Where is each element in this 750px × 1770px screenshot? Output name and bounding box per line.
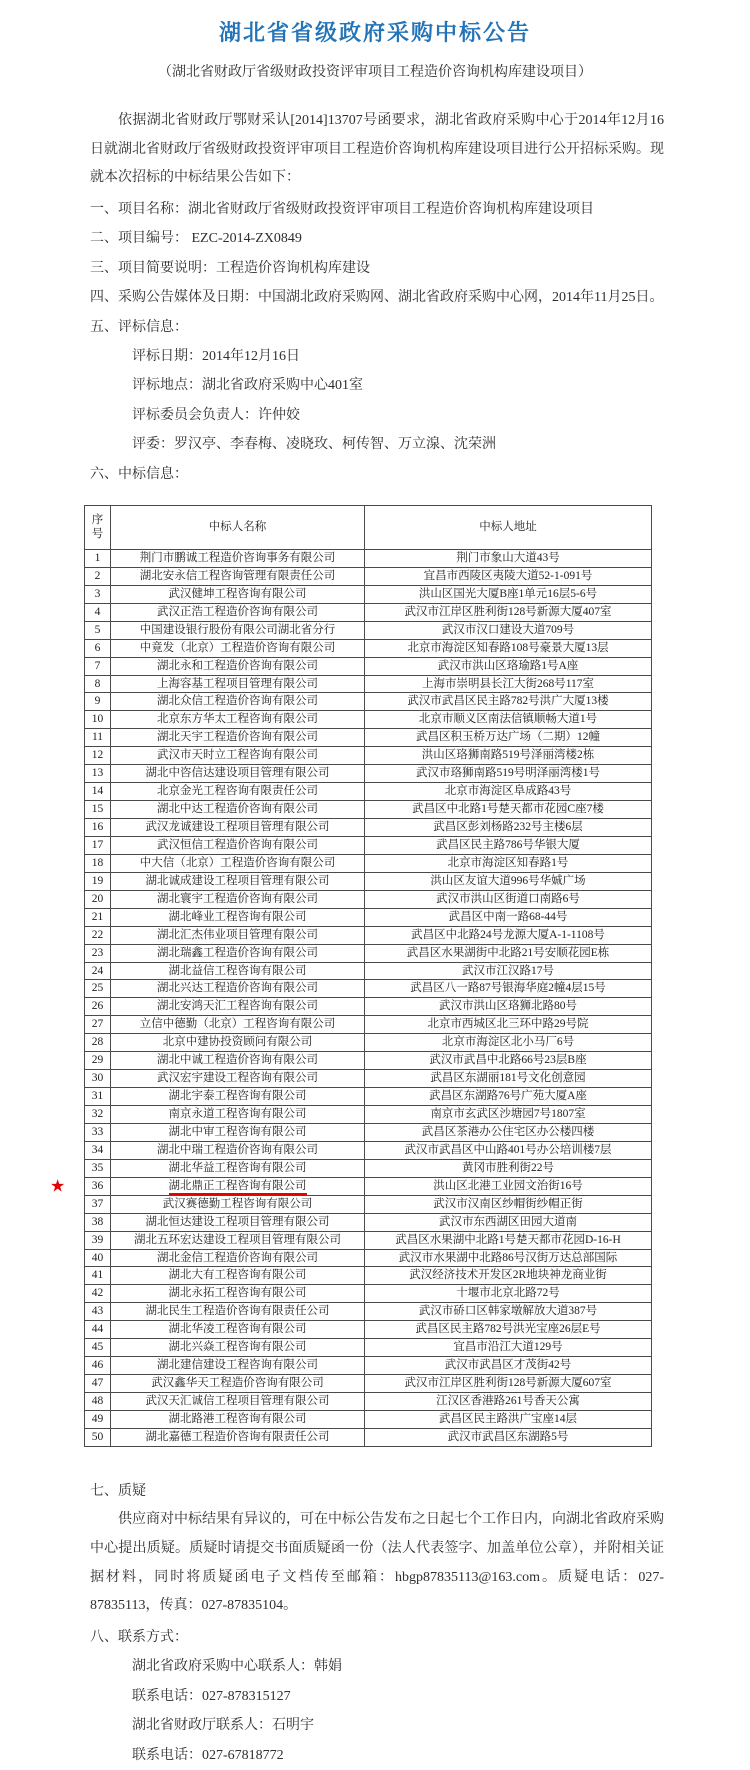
cell-no: 2: [85, 567, 111, 585]
cell-winner-name: [111, 890, 365, 908]
section-item: 二、项目编号： EZC-2014-ZX0849: [90, 231, 302, 247]
cell-winner-address: 武汉市武昌中北路66号23层B座: [365, 1052, 652, 1070]
column-header-address: 中标人地址: [365, 505, 652, 549]
cell-no: 13: [85, 765, 111, 783]
cell-winner-name: [111, 747, 365, 765]
cell-no: 6: [85, 639, 111, 657]
cell-winner-address: 武汉市水果湖中北路86号汉街万达总部国际: [365, 1249, 652, 1267]
cell-no: 43: [85, 1303, 111, 1321]
winner-name-text: 湖北永拓工程咨询有限公司: [168, 1287, 307, 1300]
cell-winner-address: 北京市海淀区阜成路43号: [365, 783, 652, 801]
table-row: [85, 765, 652, 783]
cell-winner-address: 武汉经济技术开发区2R地块神龙商业街: [365, 1267, 652, 1285]
winner-name-text: 湖北建信建设工程咨询有限公司: [157, 1359, 318, 1372]
cell-winner-name: [111, 944, 365, 962]
winner-name-text: 中竟发（北京）工程造价咨询有限公司: [139, 641, 336, 654]
cell-winner-address: 北京市海淀区北小马厂6号: [365, 1034, 652, 1052]
section8-heading: 八、联系方式：: [90, 1629, 188, 1645]
table-row: [85, 1410, 652, 1428]
table-row: [85, 729, 652, 747]
cell-winner-name: [111, 926, 365, 944]
cell-winner-name: [111, 549, 365, 567]
cell-no: 9: [85, 693, 111, 711]
cell-winner-name: [111, 1034, 365, 1052]
cell-winner-address: 武汉市江汉路17号: [365, 962, 652, 980]
cell-winner-address: 洪山区珞狮南路519号泽丽湾楼2栋: [365, 747, 652, 765]
section-subitem: 评标日期：2014年12月16日: [132, 349, 300, 365]
cell-no: 47: [85, 1375, 111, 1393]
cell-no: 38: [85, 1213, 111, 1231]
cell-winner-address: 洪山区国光大厦B座1单元16层5-6号: [365, 585, 652, 603]
table-row: [85, 801, 652, 819]
cell-no: 37: [85, 1195, 111, 1213]
winner-name-text: 武汉恒信工程造价咨询有限公司: [157, 838, 318, 851]
cell-no: 5: [85, 621, 111, 639]
table-row: [85, 1213, 652, 1231]
table-row: [85, 603, 652, 621]
table-row: [85, 567, 652, 585]
cell-winner-name: [111, 1159, 365, 1177]
winner-name-text: 湖北民生工程造价咨询有限责任公司: [145, 1305, 330, 1318]
cell-winner-name: [111, 1070, 365, 1088]
cell-no: 23: [85, 944, 111, 962]
cell-winner-name: [111, 1195, 365, 1213]
cell-no: 30: [85, 1070, 111, 1088]
cell-no: 45: [85, 1339, 111, 1357]
table-row: [85, 944, 652, 962]
cell-winner-address: 武昌区东湖丽181号文化创意园: [365, 1070, 652, 1088]
winner-name-text: 湖北安永信工程咨询管理有限责任公司: [139, 569, 336, 582]
cell-winner-address: 上海市崇明县长江大街268号117室: [365, 675, 652, 693]
contact-line: 湖北省财政厅联系人：石明宇: [132, 1718, 314, 1734]
cell-winner-name: [111, 1016, 365, 1034]
cell-winner-address: 武昌区积玉桥万达广场（二期）12幢: [365, 729, 652, 747]
winner-name-text: 湖北瑞鑫工程造价咨询有限公司: [157, 946, 318, 959]
cell-winner-address: 武汉市硚口区韩家墩解放大道387号: [365, 1303, 652, 1321]
table-row: [85, 980, 652, 998]
cell-winner-name: [111, 1177, 365, 1195]
cell-winner-name: [111, 1375, 365, 1393]
cell-no: 16: [85, 819, 111, 837]
cell-winner-name: [111, 1088, 365, 1106]
winner-name-text: 湖北路港工程咨询有限公司: [168, 1412, 307, 1425]
cell-winner-name: [111, 1123, 365, 1141]
cell-winner-address: 武昌区水果湖中北路1号楚天都市花园D-16-H: [365, 1231, 652, 1249]
table-header-row: [85, 505, 652, 549]
cell-no: 18: [85, 854, 111, 872]
winner-name-text: 湖北大有工程咨询有限公司: [168, 1269, 307, 1282]
cell-winner-address: 武汉市珞狮南路519号明泽丽湾楼1号: [365, 765, 652, 783]
table-row: [85, 1357, 652, 1375]
table-row: [85, 1267, 652, 1285]
table-row: [85, 1106, 652, 1124]
table-row: [85, 621, 652, 639]
section-item: 五、评标信息：: [90, 319, 188, 335]
cell-winner-name: [111, 819, 365, 837]
table-row: [85, 872, 652, 890]
winner-name-text: 湖北华凌工程咨询有限公司: [168, 1323, 307, 1336]
winner-name-text: 北京金光工程咨询有限责任公司: [157, 785, 318, 798]
cell-winner-address: 武汉市武昌区民主路782号洪广大厦13楼: [365, 693, 652, 711]
cell-winner-address: 武昌区彭刘杨路232号主楼6层: [365, 819, 652, 837]
cell-winner-name: [111, 980, 365, 998]
cell-no: 12: [85, 747, 111, 765]
cell-winner-name: [111, 1393, 365, 1411]
cell-winner-name: [111, 567, 365, 585]
cell-winner-name: [111, 1303, 365, 1321]
winner-name-text: 荆门市鹏诚工程造价咨询事务有限公司: [139, 551, 336, 564]
contact-line: 湖北省政府采购中心联系人：韩娟: [132, 1659, 342, 1675]
cell-winner-address: 武昌区东湖路76号广苑大厦A座: [365, 1088, 652, 1106]
table-row: [85, 836, 652, 854]
section-item: 四、采购公告媒体及日期：中国湖北政府采购网、湖北省政府采购中心网，2014年11月25日。: [90, 290, 664, 306]
winner-name-text: 湖北天宇工程造价咨询有限公司: [157, 731, 318, 744]
winner-name-text: 湖北永和工程造价咨询有限公司: [157, 659, 318, 672]
winner-name-text: 中国建设银行股份有限公司湖北省分行: [139, 623, 336, 636]
cell-winner-address: 武汉市江岸区胜利街128号新源大厦407室: [365, 603, 652, 621]
cell-winner-address: 武昌区水果湖街中北路21号安顺花园E栋: [365, 944, 652, 962]
section7-body: 供应商对中标结果有异议的，可在中标公告发布之日起七个工作日内，向湖北省政府采购中心提出质疑。质疑时请提交书面质疑函一份（法人代表签字、加盖单位公章），并附相关证据材料，同时将质疑函电子文档传至邮箱：hbgp87835113@163.com。质疑电话：027-87835113，传真：027-87835104。: [90, 1512, 664, 1614]
winner-name-text: 湖北五环宏达建设工程项目管理有限公司: [134, 1233, 341, 1246]
cell-winner-address: 武汉市武昌区才茂街42号: [365, 1357, 652, 1375]
cell-no: 36: [85, 1177, 111, 1195]
cell-no: 27: [85, 1016, 111, 1034]
winner-name-text: 北京东方华太工程咨询有限公司: [157, 713, 318, 726]
table-row: [85, 1123, 652, 1141]
cell-no: 48: [85, 1393, 111, 1411]
cell-winner-name: [111, 603, 365, 621]
table-row: [85, 711, 652, 729]
cell-no: 32: [85, 1106, 111, 1124]
cell-winner-address: 武昌区茶港办公住宅区办公楼四楼: [365, 1123, 652, 1141]
cell-winner-name: [111, 998, 365, 1016]
cell-winner-address: 宜昌市西陵区夷陵大道52-1-091号: [365, 567, 652, 585]
cell-winner-name: [111, 1267, 365, 1285]
cell-no: 8: [85, 675, 111, 693]
table-row: [85, 854, 652, 872]
winner-name-text: 中大信（北京）工程造价咨询有限公司: [139, 856, 336, 869]
winner-name-text: 武汉宏宇建设工程咨询有限公司: [157, 1072, 318, 1085]
section-subitem: 评标委员会负责人：许仲姣: [132, 407, 300, 423]
cell-winner-name: [111, 711, 365, 729]
cell-winner-name: [111, 1285, 365, 1303]
cell-winner-address: 北京市海淀区知春路1号: [365, 854, 652, 872]
table-row: [85, 639, 652, 657]
cell-no: 50: [85, 1428, 111, 1446]
cell-no: 15: [85, 801, 111, 819]
winner-name-text: 湖北中审工程咨询有限公司: [168, 1125, 307, 1138]
cell-winner-address: 武汉市洪山区珞狮北路80号: [365, 998, 652, 1016]
winner-name-text: 湖北嘉德工程造价咨询有限责任公司: [145, 1430, 330, 1443]
cell-winner-name: [111, 783, 365, 801]
winner-name-text: 湖北中诚工程造价咨询有限公司: [157, 1054, 318, 1067]
cell-winner-address: 北京市顺义区南法信镇顺畅大道1号: [365, 711, 652, 729]
cell-winner-address: 南京市玄武区沙塘园7号1807室: [365, 1106, 652, 1124]
table-row: [85, 1195, 652, 1213]
cell-winner-address: 武汉市武昌区中山路401号办公培训楼7层: [365, 1141, 652, 1159]
cell-no: 46: [85, 1357, 111, 1375]
section-item: 三、项目简要说明：工程造价咨询机构库建设: [90, 260, 370, 276]
cell-winner-name: [111, 1249, 365, 1267]
cell-winner-name: [111, 1052, 365, 1070]
cell-winner-name: [111, 872, 365, 890]
table-row: [85, 1016, 652, 1034]
table-row: [85, 1231, 652, 1249]
winner-name-text: 湖北中咨信达建设项目管理有限公司: [145, 767, 330, 780]
winner-name-text: 湖北恒达建设工程项目管理有限公司: [145, 1215, 330, 1228]
winner-name-text: 上海容基工程项目管理有限公司: [157, 677, 318, 690]
cell-no: 35: [85, 1159, 111, 1177]
cell-winner-name: [111, 1357, 365, 1375]
winner-name-text: 湖北兴达工程造价咨询有限公司: [157, 982, 318, 995]
table-row: [85, 1428, 652, 1446]
cell-no: 40: [85, 1249, 111, 1267]
cell-winner-address: 武昌区民主路786号华银大厦: [365, 836, 652, 854]
cell-no: 49: [85, 1410, 111, 1428]
cell-winner-name: [111, 1339, 365, 1357]
table-row: [85, 1070, 652, 1088]
cell-winner-address: 武昌区中北路1号楚天都市花园C座7楼: [365, 801, 652, 819]
cell-no: 28: [85, 1034, 111, 1052]
cell-winner-address: 黄冈市胜利街22号: [365, 1159, 652, 1177]
cell-winner-address: 武汉市洪山区街道口南路6号: [365, 890, 652, 908]
cell-no: 14: [85, 783, 111, 801]
table-row: [85, 747, 652, 765]
cell-no: 29: [85, 1052, 111, 1070]
table-row: [85, 998, 652, 1016]
cell-winner-name: [111, 854, 365, 872]
table-row: [85, 1034, 652, 1052]
cell-winner-name: [111, 836, 365, 854]
cell-winner-address: 洪山区友谊大道996号华娍广场: [365, 872, 652, 890]
cell-winner-address: 北京市海淀区知春路108号豪景大厦13层: [365, 639, 652, 657]
cell-no: 21: [85, 908, 111, 926]
winner-name-text: 湖北兴焱工程咨询有限公司: [168, 1341, 307, 1354]
cell-no: 22: [85, 926, 111, 944]
table-row: [85, 962, 652, 980]
table-row: [85, 926, 652, 944]
table-row: [85, 1141, 652, 1159]
winner-name-text: 北京中建协投资顾问有限公司: [162, 1036, 313, 1049]
section7-heading: 七、质疑: [90, 1483, 146, 1499]
cell-winner-name: [111, 585, 365, 603]
page-title: 湖北省省级政府采购中标公告: [218, 20, 531, 45]
cell-winner-name: [111, 693, 365, 711]
table-row: [85, 1052, 652, 1070]
cell-winner-address: 洪山区北港工业园文治街16号: [365, 1177, 652, 1195]
winner-name-text: 湖北众信工程造价咨询有限公司: [157, 695, 318, 708]
table-row: [85, 819, 652, 837]
highlight-star-icon: ★: [50, 1176, 66, 1196]
winner-name-text: 南京永道工程咨询有限公司: [168, 1108, 307, 1121]
cell-winner-address: 北京市西城区北三环中路29号院: [365, 1016, 652, 1034]
cell-no: 10: [85, 711, 111, 729]
table-row: [85, 1393, 652, 1411]
cell-winner-address: 十堰市北京北路72号: [365, 1285, 652, 1303]
winner-name-text: 湖北中瑞工程造价咨询有限公司: [157, 1143, 318, 1156]
cell-winner-name: [111, 621, 365, 639]
intro-paragraph: 依据湖北省财政厅鄂财采认[2014]13707号函要求，湖北省政府采购中心于2014年12月16日就湖北省财政厅省级财政投资评审项目工程造价咨询机构库建设项目进行公开招标采购。现就本次招标的中标结果公告如下：: [90, 113, 664, 186]
cell-winner-address: 武昌区八一路87号银海华庭2幢4层15号: [365, 980, 652, 998]
cell-winner-address: 江汉区香港路261号香天公寓: [365, 1393, 652, 1411]
winner-name-text: 武汉正浩工程造价咨询有限公司: [157, 605, 318, 618]
cell-winner-address: 武昌区民主路洪广宝座14层: [365, 1410, 652, 1428]
cell-no: 17: [85, 836, 111, 854]
column-header-name: 中标人名称: [111, 505, 365, 549]
section-item: 一、项目名称：湖北省财政厅省级财政投资评审项目工程造价咨询机构库建设项目: [90, 202, 594, 218]
cell-winner-name: [111, 1410, 365, 1428]
section-subitem: 评标地点：湖北省政府采购中心401室: [132, 378, 363, 394]
table-row: [85, 549, 652, 567]
winner-name-text: 湖北寰宇工程造价咨询有限公司: [157, 892, 318, 905]
cell-no: 39: [85, 1231, 111, 1249]
section-item: 六、中标信息：: [90, 466, 188, 482]
table-row: [85, 1339, 652, 1357]
contact-line: 联系电话：027-67818772: [132, 1747, 284, 1763]
winners-table: [84, 505, 652, 1447]
cell-winner-name: [111, 657, 365, 675]
cell-winner-address: 武汉市江岸区胜利街128号新源大厦607室: [365, 1375, 652, 1393]
cell-no: 26: [85, 998, 111, 1016]
table-row: [85, 1321, 652, 1339]
table-row: [85, 585, 652, 603]
winner-name-text: 湖北宇泰工程咨询有限公司: [168, 1090, 307, 1103]
cell-no: 3: [85, 585, 111, 603]
cell-no: 24: [85, 962, 111, 980]
cell-winner-name: [111, 1321, 365, 1339]
column-header-no: 序号: [85, 505, 111, 549]
cell-winner-address: 武汉市汉南区纱帽街纱帽正街: [365, 1195, 652, 1213]
winner-name-text: 湖北安鸿天汇工程咨询有限公司: [157, 1000, 318, 1013]
cell-winner-name: [111, 639, 365, 657]
winner-name-text: 湖北汇杰伟业项目管理有限公司: [157, 928, 318, 941]
cell-winner-address: 武昌区中北路24号龙源大厦A-1-1108号: [365, 926, 652, 944]
cell-no: 41: [85, 1267, 111, 1285]
contact-lines: [0, 1652, 750, 1770]
winner-name-text: 武汉天汇诚信工程项目管理有限公司: [145, 1395, 330, 1408]
table-row: [85, 1303, 652, 1321]
cell-no: 7: [85, 657, 111, 675]
table-row: [85, 1088, 652, 1106]
table-row: [85, 783, 652, 801]
winners-tbody: [85, 549, 652, 1446]
cell-no: 34: [85, 1141, 111, 1159]
table-row: [85, 890, 652, 908]
cell-winner-name: [111, 1106, 365, 1124]
cell-winner-name: [111, 908, 365, 926]
winner-name-text: 武汉赛德勤工程咨询有限公司: [162, 1197, 313, 1210]
table-row: [85, 1159, 652, 1177]
winner-name-text: 湖北益信工程咨询有限公司: [168, 964, 307, 977]
cell-no: 25: [85, 980, 111, 998]
cell-winner-name: [111, 1213, 365, 1231]
cell-winner-address: 宜昌市沿江大道129号: [365, 1339, 652, 1357]
cell-no: 44: [85, 1321, 111, 1339]
table-row: [85, 908, 652, 926]
cell-winner-address: 武汉市武昌区东湖路5号: [365, 1428, 652, 1446]
winner-name-text: 湖北中达工程造价咨询有限公司: [157, 803, 318, 816]
winner-name-text: 武汉健坤工程咨询有限公司: [168, 587, 307, 600]
cell-winner-name: [111, 1231, 365, 1249]
cell-winner-name: [111, 1428, 365, 1446]
table-row: [85, 657, 652, 675]
cell-winner-name: [111, 1141, 365, 1159]
table-row: [85, 1285, 652, 1303]
numbered-items: [0, 195, 750, 489]
cell-winner-address: 武汉市洪山区珞瑜路1号A座: [365, 657, 652, 675]
page-subtitle: （湖北省财政厅省级财政投资评审项目工程造价咨询机构库建设项目）: [158, 65, 592, 80]
winner-name-text: 立信中德勤（北京）工程咨询有限公司: [139, 1018, 336, 1031]
winner-name-text: 湖北鼎正工程咨询有限公司: [169, 1180, 307, 1195]
cell-winner-address: 武昌区民主路782号洪光宝座26层E号: [365, 1321, 652, 1339]
table-row: [85, 1375, 652, 1393]
cell-no: 42: [85, 1285, 111, 1303]
cell-no: 11: [85, 729, 111, 747]
cell-winner-name: [111, 729, 365, 747]
cell-winner-address: 荆门市象山大道43号: [365, 549, 652, 567]
cell-winner-name: [111, 765, 365, 783]
cell-winner-name: [111, 962, 365, 980]
table-row: [85, 675, 652, 693]
cell-winner-address: 武汉市汉口建设大道709号: [365, 621, 652, 639]
cell-no: 31: [85, 1088, 111, 1106]
winner-name-text: 武汉鑫华天工程造价咨询有限公司: [151, 1377, 324, 1390]
cell-no: 19: [85, 872, 111, 890]
contact-line: 联系电话：027-878315127: [132, 1688, 291, 1704]
winner-name-text: 湖北峰业工程咨询有限公司: [168, 910, 307, 923]
cell-no: 33: [85, 1123, 111, 1141]
cell-winner-name: [111, 675, 365, 693]
table-row: [85, 1249, 652, 1267]
section-subitem: 评委：罗汉亭、李春梅、凌晓玫、柯传智、万立湶、沈荣洲: [132, 437, 496, 453]
winner-name-text: 湖北金信工程造价咨询有限公司: [157, 1251, 318, 1264]
cell-no: 20: [85, 890, 111, 908]
winner-name-text: 武汉市天时立工程咨询有限公司: [157, 749, 318, 762]
cell-winner-address: 武汉市东西湖区田园大道南: [365, 1213, 652, 1231]
winner-name-text: 湖北华益工程咨询有限公司: [168, 1161, 307, 1174]
cell-winner-name: [111, 801, 365, 819]
winner-name-text: 武汉龙诚建设工程项目管理有限公司: [145, 821, 330, 834]
winner-name-text: 湖北诚成建设工程项目管理有限公司: [145, 874, 330, 887]
cell-no: 1: [85, 549, 111, 567]
table-row: [85, 693, 652, 711]
cell-no: 4: [85, 603, 111, 621]
cell-winner-address: 武昌区中南一路68-44号: [365, 908, 652, 926]
table-row: [85, 1177, 652, 1195]
